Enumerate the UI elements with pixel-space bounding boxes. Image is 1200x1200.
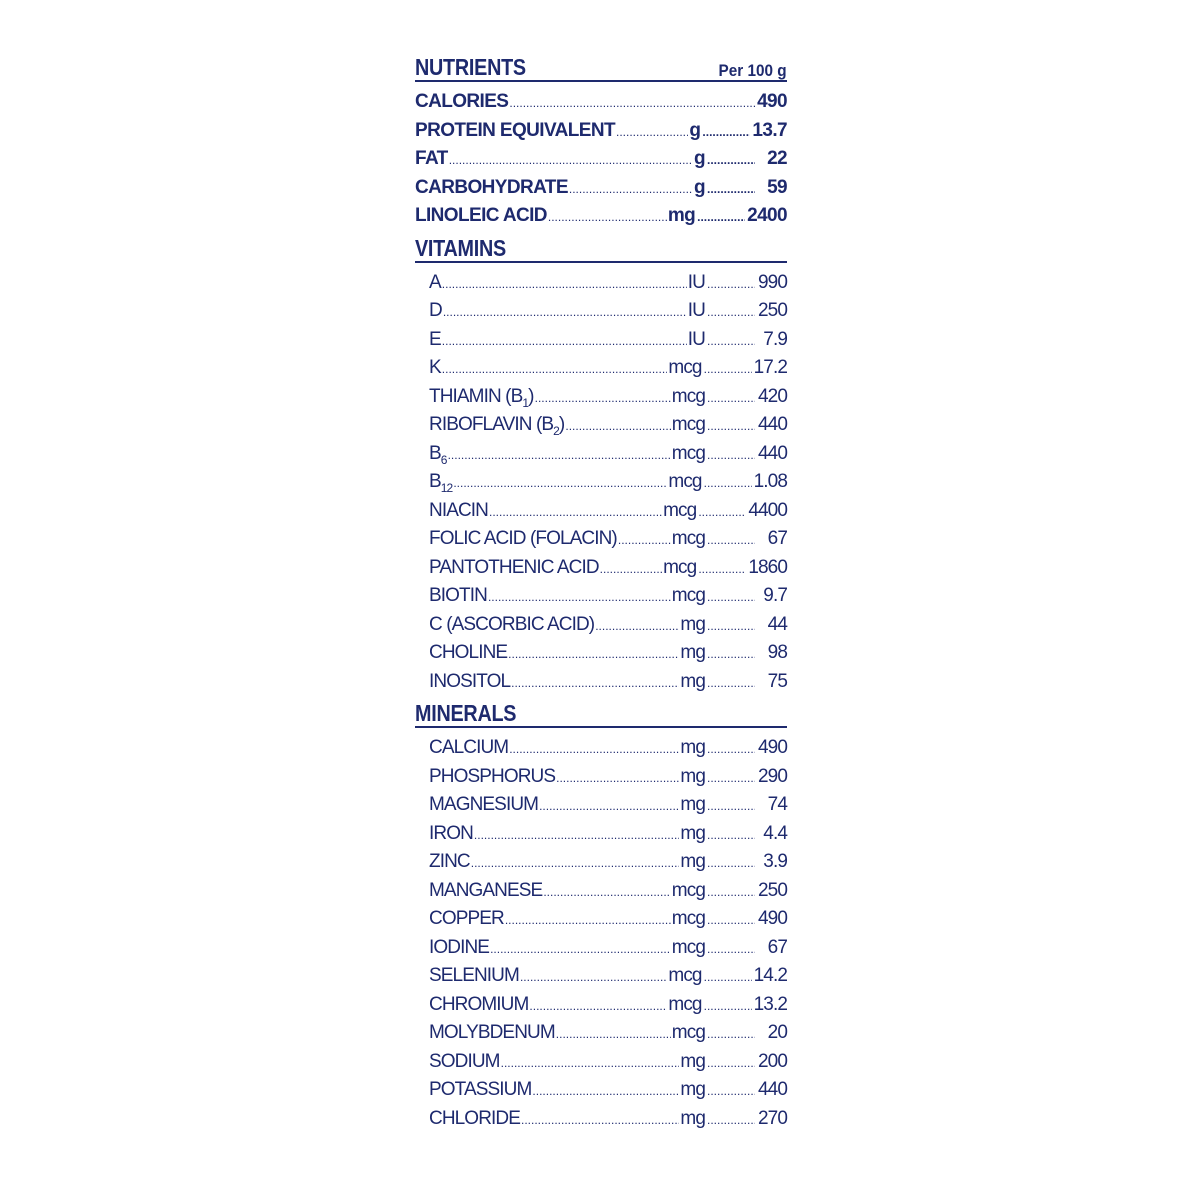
nutrient-unit: mg xyxy=(680,851,705,872)
dot-leader xyxy=(539,791,679,821)
dot-leader xyxy=(565,411,670,441)
nutrient-value: 13.7 xyxy=(752,119,787,141)
nutrient-row xyxy=(415,639,787,668)
nutrient-row xyxy=(415,1019,787,1048)
nutrient-value: 1.08 xyxy=(753,471,787,492)
nutrient-row xyxy=(415,934,787,963)
nutrition-facts-panel xyxy=(415,50,787,1133)
nutrient-row xyxy=(415,440,787,469)
nutrient-name: MOLYBDENUM xyxy=(429,1022,555,1043)
nutrient-unit: mcg xyxy=(671,414,705,435)
vitamins-list xyxy=(415,269,787,697)
nutrient-unit: mcg xyxy=(671,442,705,464)
nutrient-unit: mcg xyxy=(668,471,702,492)
nutrient-value: 3.9 xyxy=(763,851,787,872)
dot-leader xyxy=(704,354,752,384)
nutrient-name: D xyxy=(429,300,442,321)
nutrient-row xyxy=(415,877,787,906)
nutrient-unit: mcg xyxy=(671,585,705,606)
nutrient-value: 75 xyxy=(767,670,787,692)
dot-leader xyxy=(704,962,752,992)
nutrient-row xyxy=(415,468,787,497)
nutrient-unit: mcg xyxy=(668,965,702,986)
dot-leader xyxy=(707,734,755,764)
nutrient-unit: mcg xyxy=(671,385,705,407)
nutrient-unit: mg xyxy=(680,765,705,787)
nutrient-unit: g xyxy=(693,148,705,169)
nutrient-unit: mcg xyxy=(671,1022,705,1043)
nutrient-unit: IU xyxy=(687,328,705,350)
nutrient-name: RIBOFLAVIN $(B_2)$ xyxy=(429,414,565,438)
nutrient-row xyxy=(415,88,787,117)
nutrient-value: 420 xyxy=(757,385,787,407)
nutrient-unit: mg xyxy=(680,1107,705,1129)
nutrient-unit: mcg xyxy=(668,357,702,378)
dot-leader xyxy=(490,934,671,964)
nutrient-name: MAGNESIUM xyxy=(429,794,539,815)
dot-leader xyxy=(443,297,687,327)
nutrient-row xyxy=(415,554,787,583)
nutrient-unit: mg xyxy=(680,1050,705,1072)
nutrient-name: IODINE xyxy=(429,936,490,958)
dot-leader xyxy=(707,297,755,327)
vitamins-title: VITAMINS xyxy=(415,234,506,261)
dot-leader xyxy=(697,202,745,232)
nutrients-list xyxy=(415,88,787,231)
nutrient-name: $B_{12}$ xyxy=(429,471,453,495)
nutrient-subscript: 6 xyxy=(440,452,447,467)
dot-leader xyxy=(556,763,679,793)
nutrient-value: 2400 xyxy=(747,205,787,226)
nutrient-value: 67 xyxy=(767,528,787,549)
nutrient-row xyxy=(415,962,787,991)
dot-leader xyxy=(474,820,679,850)
nutrient-name: INOSITOL xyxy=(429,670,511,692)
dot-leader xyxy=(520,962,667,992)
nutrient-row xyxy=(415,1105,787,1134)
dot-leader xyxy=(471,848,680,878)
dot-leader xyxy=(508,639,679,669)
nutrient-name: NIACIN xyxy=(429,499,488,521)
nutrient-name: FAT xyxy=(415,148,448,169)
per-100g-label: Per 100 g xyxy=(718,61,787,80)
minerals-title: MINERALS xyxy=(415,700,517,726)
dot-leader xyxy=(707,1019,755,1049)
nutrient-name: BIOTIN xyxy=(429,585,487,606)
nutrient-unit: mg xyxy=(667,205,696,226)
nutrient-value: 250 xyxy=(757,879,787,901)
nutrient-row xyxy=(415,354,787,383)
nutrient-value: 440 xyxy=(757,442,787,464)
nutrient-subscript: 1 xyxy=(522,395,529,410)
dot-leader xyxy=(707,145,755,175)
dot-leader xyxy=(707,848,755,878)
dot-leader xyxy=(616,117,688,147)
nutrient-row xyxy=(415,525,787,554)
nutrient-value: 250 xyxy=(757,300,787,321)
nutrient-name: CHLORIDE xyxy=(429,1107,520,1129)
dot-leader xyxy=(453,468,667,498)
nutrient-value: 98 xyxy=(767,642,787,663)
nutrient-value: 1860 xyxy=(748,556,787,578)
dot-leader xyxy=(442,326,687,356)
nutrient-row xyxy=(415,174,787,203)
dot-leader xyxy=(707,440,755,470)
dot-leader xyxy=(543,877,670,907)
nutrient-name: FOLIC ACID (FOLACIN) xyxy=(429,528,617,549)
nutrient-value: 4400 xyxy=(748,499,787,521)
dot-leader xyxy=(707,791,755,821)
nutrient-row xyxy=(415,734,787,763)
nutrient-row xyxy=(415,383,787,412)
dot-leader xyxy=(707,763,755,793)
nutrient-row xyxy=(415,297,787,326)
dot-leader xyxy=(707,905,755,935)
nutrient-unit: mcg xyxy=(663,556,697,578)
nutrient-unit: mcg xyxy=(668,993,702,1015)
dot-leader xyxy=(707,1048,755,1078)
nutrient-name: POTASSIUM xyxy=(429,1079,532,1100)
nutrient-name: PROTEIN EQUIVALENT xyxy=(415,119,615,141)
nutrient-value: 490 xyxy=(757,908,787,929)
nutrient-row xyxy=(415,611,787,640)
nutrient-value: 14.2 xyxy=(753,965,787,986)
nutrient-value: 67 xyxy=(767,936,787,958)
nutrient-value: 17.2 xyxy=(753,357,787,378)
nutrient-row xyxy=(415,117,787,146)
dot-leader xyxy=(707,877,755,907)
nutrient-value: 990 xyxy=(757,271,787,293)
nutrient-name: A xyxy=(429,271,441,293)
nutrient-name: COPPER xyxy=(429,908,504,929)
dot-leader xyxy=(595,611,679,641)
nutrient-row xyxy=(415,905,787,934)
nutrient-value: 290 xyxy=(757,765,787,787)
dot-leader xyxy=(556,1019,671,1049)
dot-leader xyxy=(548,202,667,232)
nutrient-name: CARBOHYDRATE xyxy=(415,176,568,198)
nutrient-row xyxy=(415,202,787,231)
dot-leader xyxy=(707,934,755,964)
dot-leader xyxy=(698,497,746,527)
nutrient-value: 44 xyxy=(767,613,787,635)
nutrient-name: THIAMIN $(B_1)$ xyxy=(429,385,534,410)
dot-leader xyxy=(707,639,755,669)
dot-leader xyxy=(600,554,662,584)
dot-leader xyxy=(448,440,671,470)
nutrient-subscript: 12 xyxy=(440,480,453,495)
nutrient-name: CALCIUM xyxy=(429,737,509,758)
minerals-list xyxy=(415,734,787,1133)
nutrient-unit: mg xyxy=(680,737,705,758)
dot-leader xyxy=(707,611,755,641)
dot-leader xyxy=(532,1076,679,1106)
nutrient-row xyxy=(415,848,787,877)
nutrient-value: 59 xyxy=(767,176,787,198)
dot-leader xyxy=(509,88,756,118)
nutrient-value: 270 xyxy=(757,1107,787,1129)
nutrient-unit: mg xyxy=(680,1079,705,1100)
nutrient-unit: mg xyxy=(680,670,705,692)
nutrient-value: 7.9 xyxy=(763,328,787,350)
nutrient-row xyxy=(415,269,787,298)
nutrient-value: 22 xyxy=(767,148,787,169)
nutrient-unit: mcg xyxy=(663,499,697,521)
nutrient-row xyxy=(415,668,787,697)
dot-leader xyxy=(707,383,755,413)
nutrient-row xyxy=(415,411,787,440)
nutrient-value: 200 xyxy=(757,1050,787,1072)
nutrient-name: CHOLINE xyxy=(429,642,508,663)
dot-leader xyxy=(488,582,671,612)
nutrient-row xyxy=(415,1048,787,1077)
nutrient-unit: g xyxy=(689,119,701,141)
nutrient-unit: mcg xyxy=(671,908,705,929)
dot-leader xyxy=(442,354,668,384)
dot-leader xyxy=(707,1105,755,1135)
nutrient-unit: g xyxy=(693,176,705,198)
nutrient-value: 20 xyxy=(767,1022,787,1043)
nutrient-unit: mg xyxy=(680,613,705,635)
nutrient-name: CHROMIUM xyxy=(429,993,529,1015)
dot-leader xyxy=(535,383,671,413)
nutrient-name: IRON xyxy=(429,822,473,844)
nutrient-unit: mcg xyxy=(671,936,705,958)
nutrient-name: CALORIES xyxy=(415,91,509,112)
nutrient-unit: mg xyxy=(680,642,705,663)
nutrient-row xyxy=(415,145,787,174)
dot-leader xyxy=(698,554,746,584)
minerals-header xyxy=(415,696,787,728)
dot-leader xyxy=(707,1076,755,1106)
dot-leader xyxy=(569,174,693,204)
dot-leader xyxy=(707,820,755,850)
dot-leader xyxy=(521,1105,679,1135)
nutrient-value: 440 xyxy=(757,1079,787,1100)
nutrient-name: PHOSPHORUS xyxy=(429,765,556,787)
dot-leader xyxy=(449,145,693,175)
nutrient-name: $B_6$ xyxy=(429,442,447,467)
nutrient-name: E xyxy=(429,328,441,350)
dot-leader xyxy=(707,269,755,299)
nutrient-name: ZINC xyxy=(429,851,470,872)
nutrient-value: 13.2 xyxy=(753,993,787,1015)
dot-leader xyxy=(702,117,750,147)
nutrient-row xyxy=(415,582,787,611)
dot-leader xyxy=(707,174,755,204)
nutrient-name: SELENIUM xyxy=(429,965,519,986)
dot-leader xyxy=(618,525,671,555)
nutrient-row xyxy=(415,791,787,820)
nutrient-value: 490 xyxy=(757,737,787,758)
nutrient-unit: IU xyxy=(687,300,705,321)
nutrient-value: 9.7 xyxy=(763,585,787,606)
nutrient-value: 440 xyxy=(757,414,787,435)
dot-leader xyxy=(707,326,755,356)
dot-leader xyxy=(704,991,752,1021)
nutrient-row xyxy=(415,1076,787,1105)
nutrient-name: LINOLEIC ACID xyxy=(415,205,547,226)
vitamins-header xyxy=(415,231,787,263)
dot-leader xyxy=(707,582,755,612)
nutrients-title: NUTRIENTS xyxy=(415,54,526,80)
nutrient-unit: mg xyxy=(680,822,705,844)
nutrient-name: MANGANESE xyxy=(429,879,543,901)
dot-leader xyxy=(489,497,662,527)
dot-leader xyxy=(704,468,752,498)
nutrient-unit: mg xyxy=(680,794,705,815)
nutrient-value: 74 xyxy=(767,794,787,815)
dot-leader xyxy=(707,411,755,441)
nutrient-name: PANTOTHENIC ACID xyxy=(429,556,599,578)
dot-leader xyxy=(707,525,755,555)
dot-leader xyxy=(442,269,687,299)
nutrient-unit: mcg xyxy=(671,879,705,901)
nutrient-name: C (ASCORBIC ACID) xyxy=(429,613,595,635)
dot-leader xyxy=(505,905,671,935)
nutrient-subscript: 2 xyxy=(553,423,559,438)
nutrients-header xyxy=(415,50,787,82)
nutrient-name: K xyxy=(429,357,441,378)
nutrient-unit: IU xyxy=(687,271,705,293)
dot-leader xyxy=(707,668,755,698)
nutrient-row xyxy=(415,820,787,849)
nutrient-value: 490 xyxy=(757,91,787,112)
dot-leader xyxy=(529,991,667,1021)
nutrient-row xyxy=(415,991,787,1020)
nutrient-row xyxy=(415,497,787,526)
nutrient-unit: mcg xyxy=(671,528,705,549)
dot-leader xyxy=(501,1048,680,1078)
nutrient-value: 4.4 xyxy=(763,822,787,844)
nutrient-name: SODIUM xyxy=(429,1050,500,1072)
nutrient-row xyxy=(415,763,787,792)
nutrient-row xyxy=(415,326,787,355)
dot-leader xyxy=(511,668,679,698)
dot-leader xyxy=(509,734,679,764)
